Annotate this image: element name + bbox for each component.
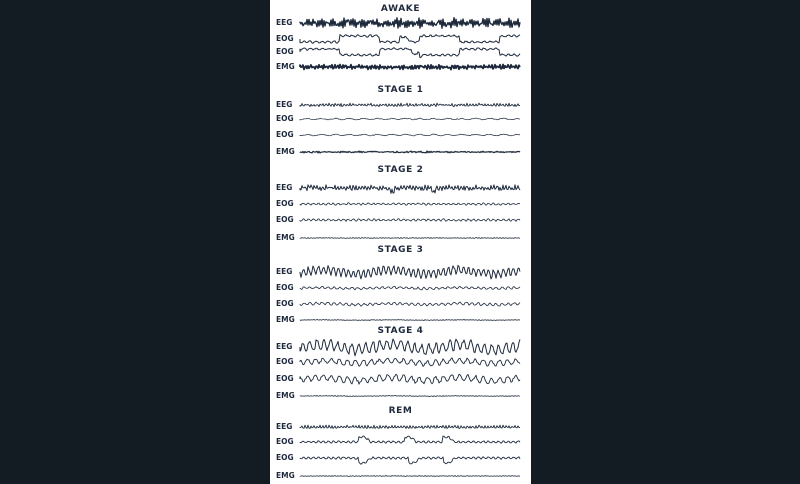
stage-title-stage1: STAGE 1 [377, 85, 424, 95]
trace-rem-eeg-0 [300, 425, 520, 428]
channel-label-stage2-eeg-0: EEG [276, 183, 293, 192]
channel-label-awake-emg-3: EMG [276, 62, 295, 71]
trace-awake-eog-1 [300, 35, 520, 44]
channel-label-awake-eog-2: EOG [276, 47, 294, 56]
trace-stage2-eog-2 [300, 219, 520, 222]
stage-title-stage3: STAGE 3 [377, 245, 424, 255]
channel-label-rem-eog-2: EOG [276, 453, 294, 462]
channel-label-awake-eog-1: EOG [276, 34, 294, 43]
channel-label-rem-eeg-0: EEG [276, 422, 293, 431]
stage-title-rem: REM [388, 406, 413, 416]
trace-stage2-eeg-0 [300, 185, 520, 194]
trace-awake-emg-3 [300, 64, 520, 69]
channel-label-stage3-emg-3: EMG [276, 315, 295, 324]
channel-label-stage2-emg-3: EMG [276, 233, 295, 242]
channel-label-rem-emg-3: EMG [276, 471, 295, 480]
trace-stage2-eog-1 [300, 203, 520, 206]
trace-stage1-eog-1 [300, 118, 520, 120]
channel-label-awake-eeg-0: EEG [276, 18, 293, 27]
trace-stage1-eog-2 [300, 134, 520, 136]
channel-label-stage2-eog-2: EOG [276, 215, 294, 224]
trace-stage4-eog-1 [300, 358, 520, 367]
channel-label-stage4-eog-2: EOG [276, 374, 294, 383]
trace-stage1-eeg-0 [300, 103, 520, 107]
channel-label-stage4-eeg-0: EEG [276, 342, 293, 351]
channel-label-stage1-eog-2: EOG [276, 130, 294, 139]
trace-stage3-emg-3 [300, 319, 520, 320]
trace-awake-eog-2 [300, 48, 520, 58]
channel-label-stage2-eog-1: EOG [276, 199, 294, 208]
trace-stage4-eeg-0 [300, 339, 520, 356]
stage-title-awake: AWAKE [380, 4, 421, 14]
stage-title-stage4: STAGE 4 [377, 326, 424, 336]
channel-label-stage4-emg-3: EMG [276, 391, 295, 400]
trace-stage3-eog-2 [300, 302, 520, 306]
channel-label-stage3-eog-2: EOG [276, 299, 294, 308]
channel-label-stage3-eog-1: EOG [276, 283, 294, 292]
trace-stage4-eog-2 [300, 374, 520, 384]
trace-rem-eog-1 [300, 436, 520, 443]
trace-stage3-eeg-0 [300, 265, 520, 278]
stage-title-stage2: STAGE 2 [377, 165, 424, 175]
channel-label-stage3-eeg-0: EEG [276, 267, 293, 276]
channel-label-stage1-eog-1: EOG [276, 114, 294, 123]
trace-rem-emg-3 [300, 476, 520, 477]
channel-label-rem-eog-1: EOG [276, 437, 294, 446]
polysomnography-figure [270, 0, 531, 484]
channel-label-stage1-eeg-0: EEG [276, 100, 293, 109]
trace-stage4-emg-3 [300, 395, 520, 396]
channel-label-stage4-eog-1: EOG [276, 357, 294, 366]
trace-rem-eog-2 [300, 457, 520, 464]
trace-stage1-emg-3 [300, 151, 520, 153]
trace-stage3-eog-1 [300, 286, 520, 289]
channel-label-stage1-emg-3: EMG [276, 147, 295, 156]
trace-awake-eeg-0 [300, 18, 520, 29]
trace-stage2-emg-3 [300, 238, 520, 239]
